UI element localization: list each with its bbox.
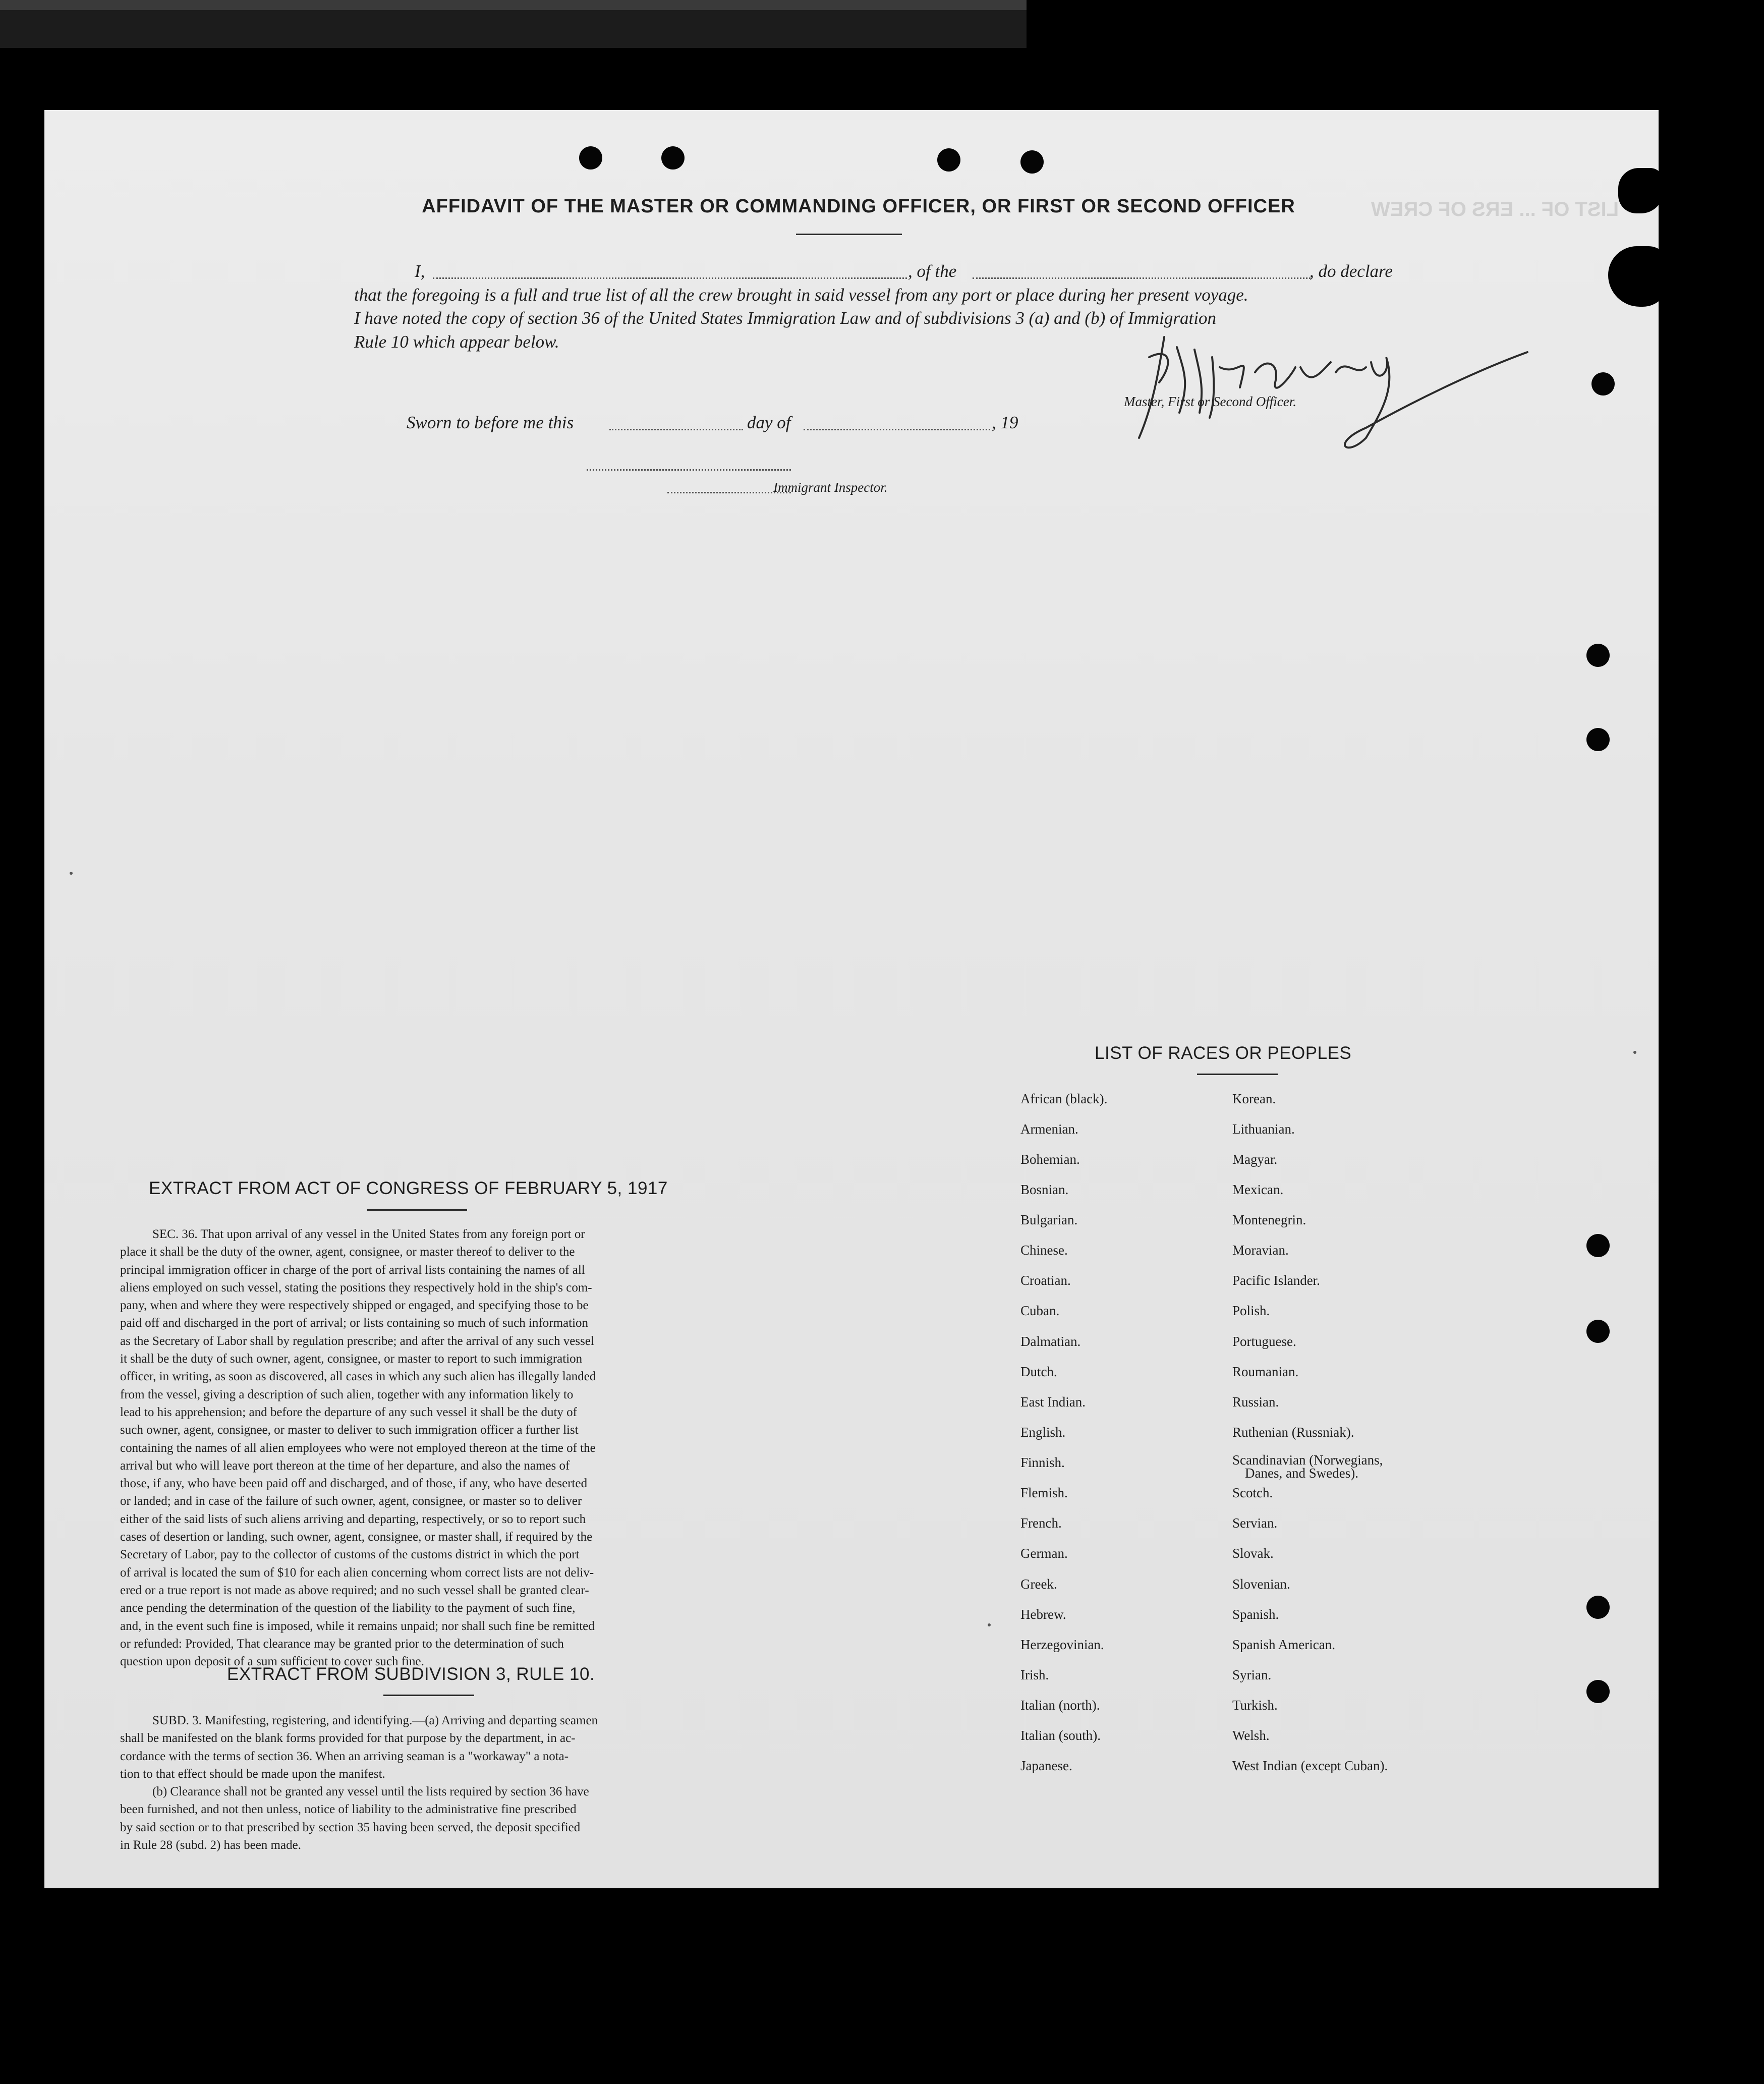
act-extract-title: EXTRACT FROM ACT OF CONGRESS OF FEBRUARY 5, 1917: [149, 1178, 668, 1198]
race-item: Cuban.: [1020, 1303, 1060, 1318]
punch-hole: [1591, 372, 1615, 396]
title-underline: [796, 234, 902, 235]
text-line: (b) Clearance shall not be granted any vessel until the lists required by section 36 have: [152, 1785, 589, 1799]
text-line: by said section or to that prescribed by section 35 having been served, the deposit specified: [120, 1820, 581, 1834]
affidavit-line-i: I,: [415, 261, 425, 281]
vessel-blank: [973, 277, 1311, 279]
race-item: Moravian.: [1232, 1243, 1289, 1258]
race-item: Ruthenian (Russniak).: [1232, 1425, 1354, 1440]
text-line: ered or a true report is not made as above required; and no such vessel shall be granted clear-: [120, 1583, 589, 1597]
text-line: been furnished, and not then unless, notice of liability to the administrative fine prescribed: [120, 1803, 577, 1817]
name-blank: [433, 277, 907, 279]
race-item: English.: [1020, 1425, 1066, 1440]
race-item: Lithuanian.: [1232, 1121, 1295, 1137]
rule-extract-text: [120, 1712, 737, 1854]
text-line: either of the said lists of such aliens arriving and departing, respectively, or so to report such: [120, 1512, 586, 1526]
race-item: Finnish.: [1020, 1455, 1065, 1470]
race-item: Dutch.: [1020, 1364, 1057, 1379]
text-line: as the Secretary of Labor shall by regulation prescribe; and after the arrival of any such vessel: [120, 1334, 594, 1348]
race-item: Irish.: [1020, 1667, 1049, 1682]
punch-hole: [579, 146, 602, 170]
punch-hole: [1586, 1596, 1610, 1619]
race-item: Croatian.: [1020, 1273, 1071, 1288]
inspector-caption: Immigrant Inspector.: [773, 480, 888, 495]
text-line: shall be manifested on the blank forms provided for that purpose by the department, in ac-: [120, 1731, 576, 1745]
inspector-signature-blank: [587, 469, 791, 471]
races-title-underline: [1197, 1074, 1278, 1075]
affidavit-line-2: that the foregoing is a full and true list of all the crew brought in said vessel from any port or place during her present voyage.: [354, 285, 1248, 305]
speck: [1633, 1051, 1636, 1054]
punch-hole: [1586, 728, 1610, 751]
punch-hole: [1586, 1320, 1610, 1343]
text-line: from the vessel, giving a description of such alien, together with any information likely to: [120, 1387, 574, 1401]
affidavit-line-3: I have noted the copy of section 36 of the United States Immigration Law and of subdivisions 3 (a) and (b) of Immigration: [354, 308, 1216, 328]
document-page: [44, 110, 1659, 1888]
punch-hole: [937, 148, 960, 172]
sworn-day-blank: [609, 429, 743, 430]
race-item: Spanish American.: [1232, 1637, 1335, 1652]
text-line: paid off and discharged in the port of arrival; or lists containing so much of such information: [120, 1316, 589, 1330]
sworn-month-blank: [804, 429, 990, 430]
race-item: Welsh.: [1232, 1728, 1270, 1743]
race-item: Chinese.: [1020, 1243, 1068, 1258]
text-line: such owner, agent, consignee, or master to deliver to such immigration officer a further list: [120, 1423, 579, 1437]
race-item: Servian.: [1232, 1515, 1278, 1531]
sworn-day-of: day of: [747, 413, 791, 432]
race-item: Italian (north).: [1020, 1698, 1100, 1713]
race-item: Pacific Islander.: [1232, 1273, 1320, 1288]
text-line: and, in the event such fine is imposed, while it remains unpaid; nor shall such fine be remitted: [120, 1619, 595, 1633]
race-item: Greek.: [1020, 1576, 1057, 1592]
act-extract-text: [120, 1225, 737, 1670]
text-line: it shall be the duty of such owner, agent, consignee, or master to report to such immigration: [120, 1352, 583, 1366]
text-line: containing the names of all alien employees who were not employed thereon at the time of the: [120, 1441, 596, 1455]
affidavit-of-the: , of the: [908, 261, 957, 281]
inspector-signature-blank: [667, 492, 791, 493]
race-item: Roumanian.: [1232, 1364, 1299, 1379]
film-edge-top-highlight: [0, 0, 1027, 10]
race-item: East Indian.: [1020, 1394, 1086, 1410]
race-item: Italian (south).: [1020, 1728, 1101, 1743]
rule-extract-title: EXTRACT FROM SUBDIVISION 3, RULE 10.: [227, 1664, 595, 1684]
act-title-underline: [367, 1209, 467, 1211]
race-item: Montenegrin.: [1232, 1212, 1306, 1227]
sworn-year: , 19: [992, 413, 1018, 432]
text-line: SEC. 36. That upon arrival of any vessel in the United States from any foreign port or: [152, 1227, 585, 1241]
bleed-through-text: LIST OF ... ERS OF CREW: [1371, 198, 1619, 220]
text-line: arrival but who will leave port thereon at the time of her departure, and also the names of: [120, 1458, 570, 1473]
race-item: Magyar.: [1232, 1152, 1278, 1167]
speck: [988, 1623, 991, 1626]
text-line: officer, in writing, as soon as discovered, all cases in which any such alien has illegally landed: [120, 1370, 596, 1384]
text-line: aliens employed on such vessel, stating the positions they respectively hold in the ship's com-: [120, 1280, 592, 1294]
text-line: lead to his apprehension; and before the departure of any such vessel it shall be the duty of: [120, 1405, 577, 1419]
race-item: Portuguese.: [1232, 1334, 1296, 1349]
race-item: Syrian.: [1232, 1667, 1272, 1682]
race-item: Korean.: [1232, 1091, 1276, 1106]
text-line: ance pending the determination of the question of the liability to the payment of such fine,: [120, 1601, 576, 1615]
race-item: Armenian.: [1020, 1121, 1078, 1137]
text-line: pany, when and where they were respectively shipped or engaged, and specifying those to be: [120, 1299, 589, 1313]
race-item-continuation: Danes, and Swedes).: [1245, 1466, 1358, 1481]
race-item: Scotch.: [1232, 1485, 1273, 1500]
race-item: French.: [1020, 1515, 1062, 1531]
text-line: those, if any, who have been paid off and discharged, and of those, if any, who have deserted: [120, 1477, 588, 1491]
text-line: question upon deposit of a sum sufficient to cover such fine.: [120, 1655, 424, 1669]
race-item: Slovak.: [1232, 1546, 1274, 1561]
affidavit-declare: , do declare: [1310, 261, 1393, 281]
race-item: Bulgarian.: [1020, 1212, 1078, 1227]
race-item: Polish.: [1232, 1303, 1270, 1318]
torn-edge: [1608, 246, 1669, 307]
race-item: Flemish.: [1020, 1485, 1068, 1500]
race-item: Spanish.: [1232, 1607, 1279, 1622]
punch-hole: [1586, 1680, 1610, 1703]
text-line: cases of desertion or landing, such owner, agent, consignee, or master shall, if required by the: [120, 1530, 593, 1544]
text-line: place it shall be the duty of the owner, agent, consignee, or master thereof to deliver to the: [120, 1245, 575, 1259]
race-item: West Indian (except Cuban).: [1232, 1758, 1388, 1773]
race-item: Hebrew.: [1020, 1607, 1066, 1622]
text-line: Secretary of Labor, pay to the collector of customs of the customs district in which the port: [120, 1548, 580, 1562]
text-line: or landed; and in case of the failure of such owner, agent, consignee, or master so to deliver: [120, 1494, 582, 1508]
race-item: Japanese.: [1020, 1758, 1072, 1773]
sworn-prefix: Sworn to before me this: [407, 413, 574, 432]
races-title: LIST OF RACES OR PEOPLES: [1095, 1043, 1352, 1063]
speck: [70, 872, 73, 875]
race-item: Herzegovinian.: [1020, 1637, 1104, 1652]
affidavit-line-4: Rule 10 which appear below.: [354, 332, 559, 352]
punch-hole: [661, 146, 685, 170]
text-line: cordance with the terms of section 36. When an arriving seaman is a "workaway" a nota-: [120, 1749, 569, 1763]
race-item: Scandinavian (Norwegians,: [1232, 1452, 1383, 1468]
punch-hole: [1586, 1234, 1610, 1257]
race-item: Bosnian.: [1020, 1182, 1069, 1197]
race-item: Russian.: [1232, 1394, 1279, 1410]
text-line: tion to that effect should be made upon the manifest.: [120, 1767, 385, 1781]
text-line: of arrival is located the sum of $10 for each alien concerning whom correct lists are not deliv-: [120, 1565, 594, 1580]
text-line: in Rule 28 (subd. 2) has been made.: [120, 1838, 301, 1852]
race-item: German.: [1020, 1546, 1068, 1561]
race-item: Dalmatian.: [1020, 1334, 1081, 1349]
affidavit-title: AFFIDAVIT OF THE MASTER OR COMMANDING OFFICER, OR FIRST OR SECOND OFFICER: [422, 196, 1295, 217]
text-line: SUBD. 3. Manifesting, registering, and identifying.—(a) Arriving and departing seamen: [152, 1714, 598, 1727]
race-item: African (black).: [1020, 1091, 1108, 1106]
text-line: or refunded: Provided, That clearance may be granted prior to the determination of such: [120, 1637, 564, 1651]
race-item: Slovenian.: [1232, 1576, 1290, 1592]
rule-title-underline: [383, 1695, 474, 1696]
race-item: Turkish.: [1232, 1698, 1278, 1713]
punch-hole: [1586, 644, 1610, 667]
signature-caption: Master, First or Second Officer.: [1124, 394, 1296, 409]
race-item: Bohemian.: [1020, 1152, 1080, 1167]
race-item: Mexican.: [1232, 1182, 1284, 1197]
text-line: principal immigration officer in charge of the port of arrival lists containing the names of all: [120, 1263, 585, 1277]
punch-hole: [1020, 150, 1044, 174]
